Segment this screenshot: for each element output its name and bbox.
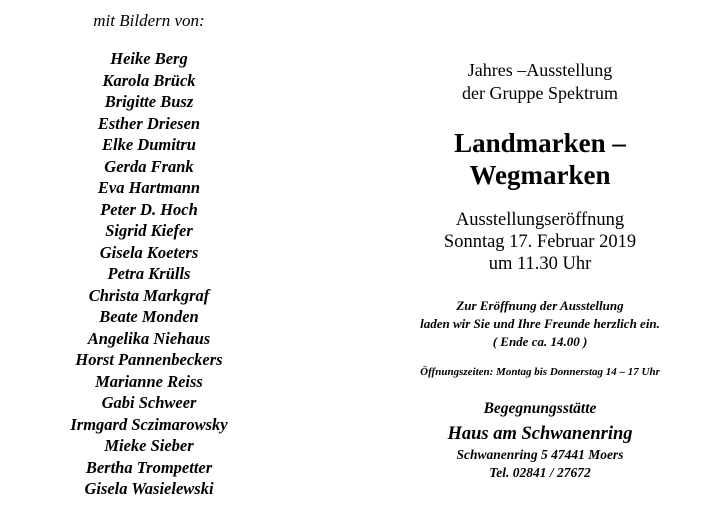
invite-line: laden wir Sie und Ihre Freunde herzlich ein. [420,316,660,331]
title-line: Wegmarken [469,160,611,190]
artist-name: Irmgard Sczimarowsky [70,414,228,434]
subtitle-line: Jahres –Ausstellung [467,60,613,80]
artist-name: Elke Dumitru [102,135,196,154]
artist-name: Beate Monden [99,307,199,326]
exhibition-subtitle [378,59,702,105]
venue-label: Begegnungsstätte [483,400,597,417]
artist-name: Esther Driesen [97,113,201,133]
title-line: Landmarken – [454,128,626,158]
venue-phone: Tel. 02841 / 27672 [489,465,591,480]
artist-name: Petra Krülls [107,264,191,283]
invitation-column [378,59,702,482]
artist-name: Peter D. Hoch [100,199,198,219]
invite-end-time: ( Ende ca. 14.00 ) [492,334,588,349]
artist-name: Gisela Wasielewski [84,479,214,498]
artist-name: Marianne Reiss [95,371,203,391]
artist-name: Angelika Niehaus [87,328,211,348]
artist-column [40,10,258,500]
artist-name: Horst Pannenbeckers [75,350,223,369]
subtitle-line: der Gruppe Spektrum [462,83,618,103]
artist-name: Eva Hartmann [97,178,201,197]
opening-time: um 11.30 Uhr [488,254,592,274]
artist-name: Christa Markgraf [88,285,210,305]
artist-name: Gabi Schweer [101,393,197,412]
exhibition-title [378,127,702,191]
artist-name: Heike Berg [110,49,188,68]
artist-name: Bertha Trompetter [85,457,213,477]
artist-name: Mieke Sieber [104,436,194,455]
opening-date: Sonntag 17. Februar 2019 [443,232,637,252]
artist-name: Sigrid Kiefer [105,221,193,240]
invitation-text [378,297,702,351]
venue-address: Schwanenring 5 47441 Moers [456,447,624,462]
venue-name: Haus am Schwanenring [447,424,633,444]
artist-name: Gerda Frank [104,156,194,176]
opening-hours: Öffnungszeiten: Montag bis Donnerstag 14 – 17 Uhr [420,366,660,378]
artist-name: Brigitte Busz [104,92,194,111]
opening-info [378,209,702,275]
artist-list [40,48,258,500]
invite-line: Zur Eröffnung der Ausstellung [456,298,624,313]
artist-name: Gisela Koeters [99,242,199,262]
artist-name: Karola Brück [102,70,196,90]
opening-line: Ausstellungseröffnung [455,210,625,230]
artists-intro: mit Bildern von: [93,11,205,30]
